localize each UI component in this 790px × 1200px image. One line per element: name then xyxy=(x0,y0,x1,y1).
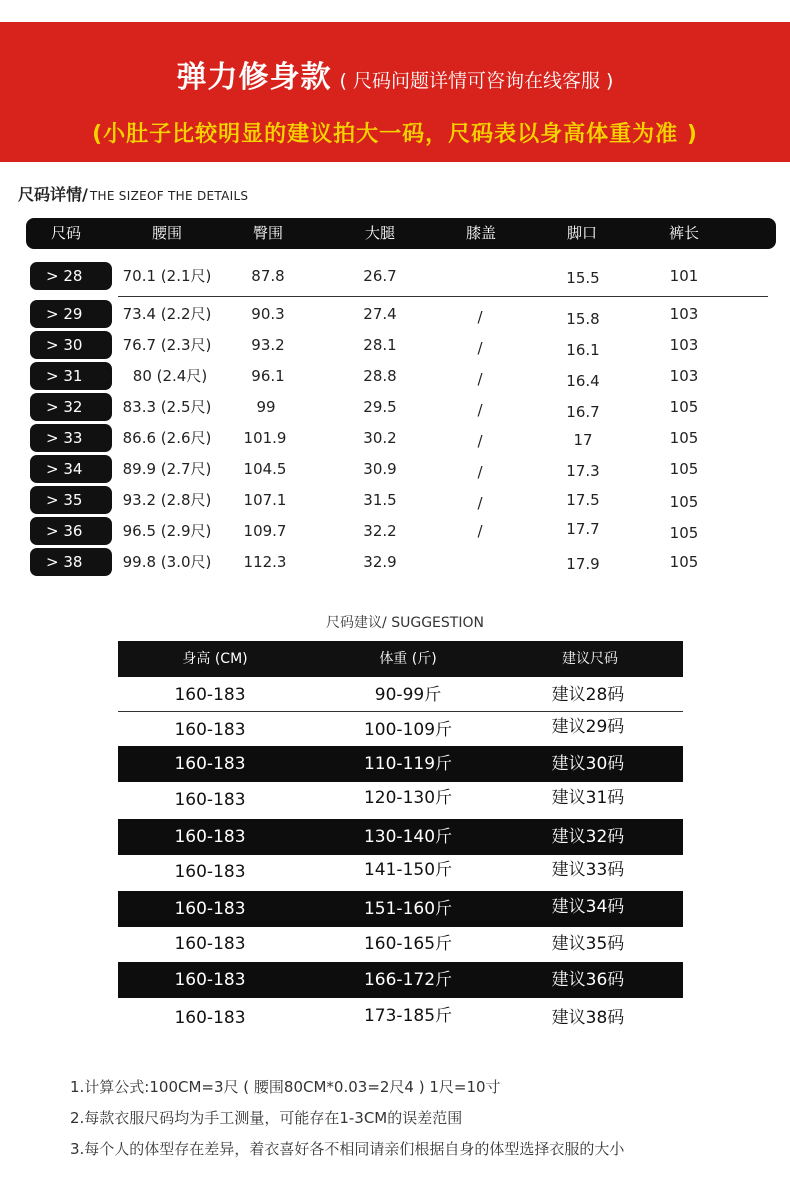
weight-cell: 120-130斤 xyxy=(363,788,453,808)
thigh-cell: 29.5 xyxy=(363,398,397,416)
length-cell: 101 xyxy=(669,267,699,285)
height-cell: 160-183 xyxy=(174,790,246,810)
knee-cell: / xyxy=(477,308,483,326)
length-cell: 103 xyxy=(669,305,699,323)
hip-cell: 104.5 xyxy=(243,460,287,478)
size-table-divider xyxy=(118,296,768,297)
weight-cell: 100-109斤 xyxy=(363,720,453,740)
thigh-cell: 32.9 xyxy=(363,553,397,571)
column-header-hem: 脚口 xyxy=(566,224,598,242)
hip-cell: 109.7 xyxy=(243,522,287,540)
suggestion-row xyxy=(118,712,683,748)
size-row-34 xyxy=(0,455,790,483)
length-cell: 105 xyxy=(669,493,699,511)
hip-cell: 87.8 xyxy=(251,267,285,285)
size-cell: 建议32码 xyxy=(551,827,625,847)
waist-cell: 73.4 (2.2尺) xyxy=(122,305,212,323)
size-pill: > 36 xyxy=(30,517,112,545)
suggestion-row xyxy=(118,782,683,818)
size-row-32 xyxy=(0,393,790,421)
size-table-header xyxy=(26,218,776,249)
thigh-cell: 28.1 xyxy=(363,336,397,354)
column-header-size: 尺码 xyxy=(50,224,82,242)
knee-cell: / xyxy=(477,463,483,481)
size-row-36 xyxy=(0,517,790,545)
height-cell: 160-183 xyxy=(174,970,246,990)
suggestion-row xyxy=(118,819,683,855)
banner-subtitle: ( 尺码问题详情可咨询在线客服 ) xyxy=(339,70,614,92)
size-row-30 xyxy=(0,331,790,359)
length-cell: 103 xyxy=(669,367,699,385)
waist-cell: 96.5 (2.9尺) xyxy=(122,522,212,540)
waist-cell: 93.2 (2.8尺) xyxy=(122,491,212,509)
height-cell: 160-183 xyxy=(174,899,246,919)
knee-cell: / xyxy=(477,432,483,450)
size-details-heading-zh: 尺码详情/ xyxy=(18,185,88,204)
size-pill: > 29 xyxy=(30,300,112,328)
thigh-cell: 30.9 xyxy=(363,460,397,478)
size-cell: 建议36码 xyxy=(551,970,625,990)
size-row-29 xyxy=(0,300,790,328)
size-pill: > 33 xyxy=(30,424,112,452)
size-pill: > 32 xyxy=(30,393,112,421)
length-cell: 105 xyxy=(669,553,699,571)
column-header-hip: 臀围 xyxy=(252,224,284,242)
size-cell: 建议33码 xyxy=(551,860,625,880)
hem-cell: 15.5 xyxy=(566,269,600,287)
hem-cell: 16.4 xyxy=(566,372,600,390)
suggestion-table-header xyxy=(118,641,683,677)
size-row-31 xyxy=(0,362,790,390)
hem-cell: 16.1 xyxy=(566,341,600,359)
weight-cell: 173-185斤 xyxy=(363,1006,453,1026)
length-cell: 105 xyxy=(669,398,699,416)
weight-cell: 110-119斤 xyxy=(363,754,453,774)
hem-cell: 17.3 xyxy=(566,462,600,480)
weight-cell: 90-99斤 xyxy=(374,685,442,705)
knee-cell: / xyxy=(477,522,483,540)
hip-cell: 101.9 xyxy=(243,429,287,447)
note-body-type: 3.每个人的体型存在差异，着衣喜好各不相同请亲们根据自身的体型选择衣服的大小 xyxy=(70,1140,625,1158)
height-cell: 160-183 xyxy=(174,862,246,882)
hip-cell: 99 xyxy=(256,398,276,416)
column-header-waist: 腰围 xyxy=(151,224,183,242)
suggestion-row xyxy=(118,891,683,927)
height-cell: 160-183 xyxy=(174,754,246,774)
size-pill: > 30 xyxy=(30,331,112,359)
hem-cell: 17.5 xyxy=(566,491,600,509)
banner-title: 弹力修身款 xyxy=(176,60,332,95)
size-cell: 建议30码 xyxy=(551,754,625,774)
suggestion-row xyxy=(118,677,683,713)
size-cell: 建议38码 xyxy=(551,1008,625,1028)
waist-cell: 70.1 (2.1尺) xyxy=(122,267,212,285)
height-cell: 160-183 xyxy=(174,720,246,740)
hem-cell: 15.8 xyxy=(566,310,600,328)
hem-cell: 17.9 xyxy=(566,555,600,573)
suggestion-row xyxy=(118,962,683,998)
size-row-28 xyxy=(0,262,790,290)
size-row-38 xyxy=(0,548,790,576)
height-cell: 160-183 xyxy=(174,685,246,705)
suggestion-row xyxy=(118,854,683,890)
size-row-33 xyxy=(0,424,790,452)
length-cell: 105 xyxy=(669,460,699,478)
banner-note: (小肚子比较明显的建议拍大一码，尺码表以身高体重为准 ) xyxy=(92,122,698,147)
knee-cell: / xyxy=(477,494,483,512)
weight-cell: 130-140斤 xyxy=(363,827,453,847)
waist-cell: 76.7 (2.3尺) xyxy=(122,336,212,354)
suggestion-row xyxy=(118,1000,683,1036)
knee-cell: / xyxy=(477,339,483,357)
length-cell: 103 xyxy=(669,336,699,354)
size-pill: > 38 xyxy=(30,548,112,576)
notes xyxy=(70,1072,624,1165)
waist-cell: 86.6 (2.6尺) xyxy=(122,429,212,447)
size-row-35 xyxy=(0,486,790,514)
hem-cell: 17 xyxy=(573,431,593,449)
height-cell: 160-183 xyxy=(174,1008,246,1028)
waist-cell: 83.3 (2.5尺) xyxy=(122,398,212,416)
hip-cell: 96.1 xyxy=(251,367,285,385)
hip-cell: 112.3 xyxy=(243,553,287,571)
title-banner xyxy=(0,22,790,162)
weight-cell: 160-165斤 xyxy=(363,934,453,954)
size-cell: 建议29码 xyxy=(551,717,625,737)
size-pill: > 34 xyxy=(30,455,112,483)
size-pill: > 35 xyxy=(30,486,112,514)
thigh-cell: 26.7 xyxy=(363,267,397,285)
thigh-cell: 27.4 xyxy=(363,305,397,323)
weight-cell: 151-160斤 xyxy=(363,899,453,919)
hem-cell: 17.7 xyxy=(566,520,600,538)
note-formula: 1.计算公式:100CM=3尺 ( 腰围80CM*0.03=2尺4 ) 1尺=10寸 xyxy=(70,1078,501,1096)
waist-cell: 80 (2.4尺) xyxy=(132,367,208,385)
length-cell: 105 xyxy=(669,524,699,542)
height-cell: 160-183 xyxy=(174,827,246,847)
knee-cell: / xyxy=(477,370,483,388)
height-cell: 160-183 xyxy=(174,934,246,954)
note-measurement: 2.每款衣服尺码均为手工测量，可能存在1-3CM的误差范围 xyxy=(70,1109,463,1127)
size-cell: 建议35码 xyxy=(551,934,625,954)
column-header-thigh: 大腿 xyxy=(364,224,396,242)
column-header-recommended-size: 建议尺码 xyxy=(562,651,618,667)
banner-title-line xyxy=(0,52,790,95)
thigh-cell: 28.8 xyxy=(363,367,397,385)
suggestion-heading: 尺码建议/ SUGGESTION xyxy=(326,615,484,631)
column-header-knee: 膝盖 xyxy=(465,224,497,242)
suggestion-row xyxy=(118,746,683,782)
thigh-cell: 30.2 xyxy=(363,429,397,447)
column-header-height: 身高 (CM) xyxy=(182,651,248,667)
hip-cell: 90.3 xyxy=(251,305,285,323)
thigh-cell: 31.5 xyxy=(363,491,397,509)
size-pill: > 28 xyxy=(30,262,112,290)
hip-cell: 93.2 xyxy=(251,336,285,354)
weight-cell: 166-172斤 xyxy=(363,970,453,990)
hem-cell: 16.7 xyxy=(566,403,600,421)
waist-cell: 99.8 (3.0尺) xyxy=(122,553,212,571)
size-cell: 建议31码 xyxy=(551,788,625,808)
knee-cell: / xyxy=(477,401,483,419)
size-cell: 建议28码 xyxy=(551,685,625,705)
suggestion-row xyxy=(118,926,683,962)
length-cell: 105 xyxy=(669,429,699,447)
weight-cell: 141-150斤 xyxy=(363,860,453,880)
size-details-heading-en: THE SIZEOF THE DETAILS xyxy=(89,189,249,203)
waist-cell: 89.9 (2.7尺) xyxy=(122,460,212,478)
column-header-weight: 体重 (斤) xyxy=(379,651,437,667)
hip-cell: 107.1 xyxy=(243,491,287,509)
thigh-cell: 32.2 xyxy=(363,522,397,540)
column-header-length: 裤长 xyxy=(668,224,700,242)
size-details-heading xyxy=(18,182,248,205)
size-pill: > 31 xyxy=(30,362,112,390)
size-cell: 建议34码 xyxy=(551,897,625,917)
